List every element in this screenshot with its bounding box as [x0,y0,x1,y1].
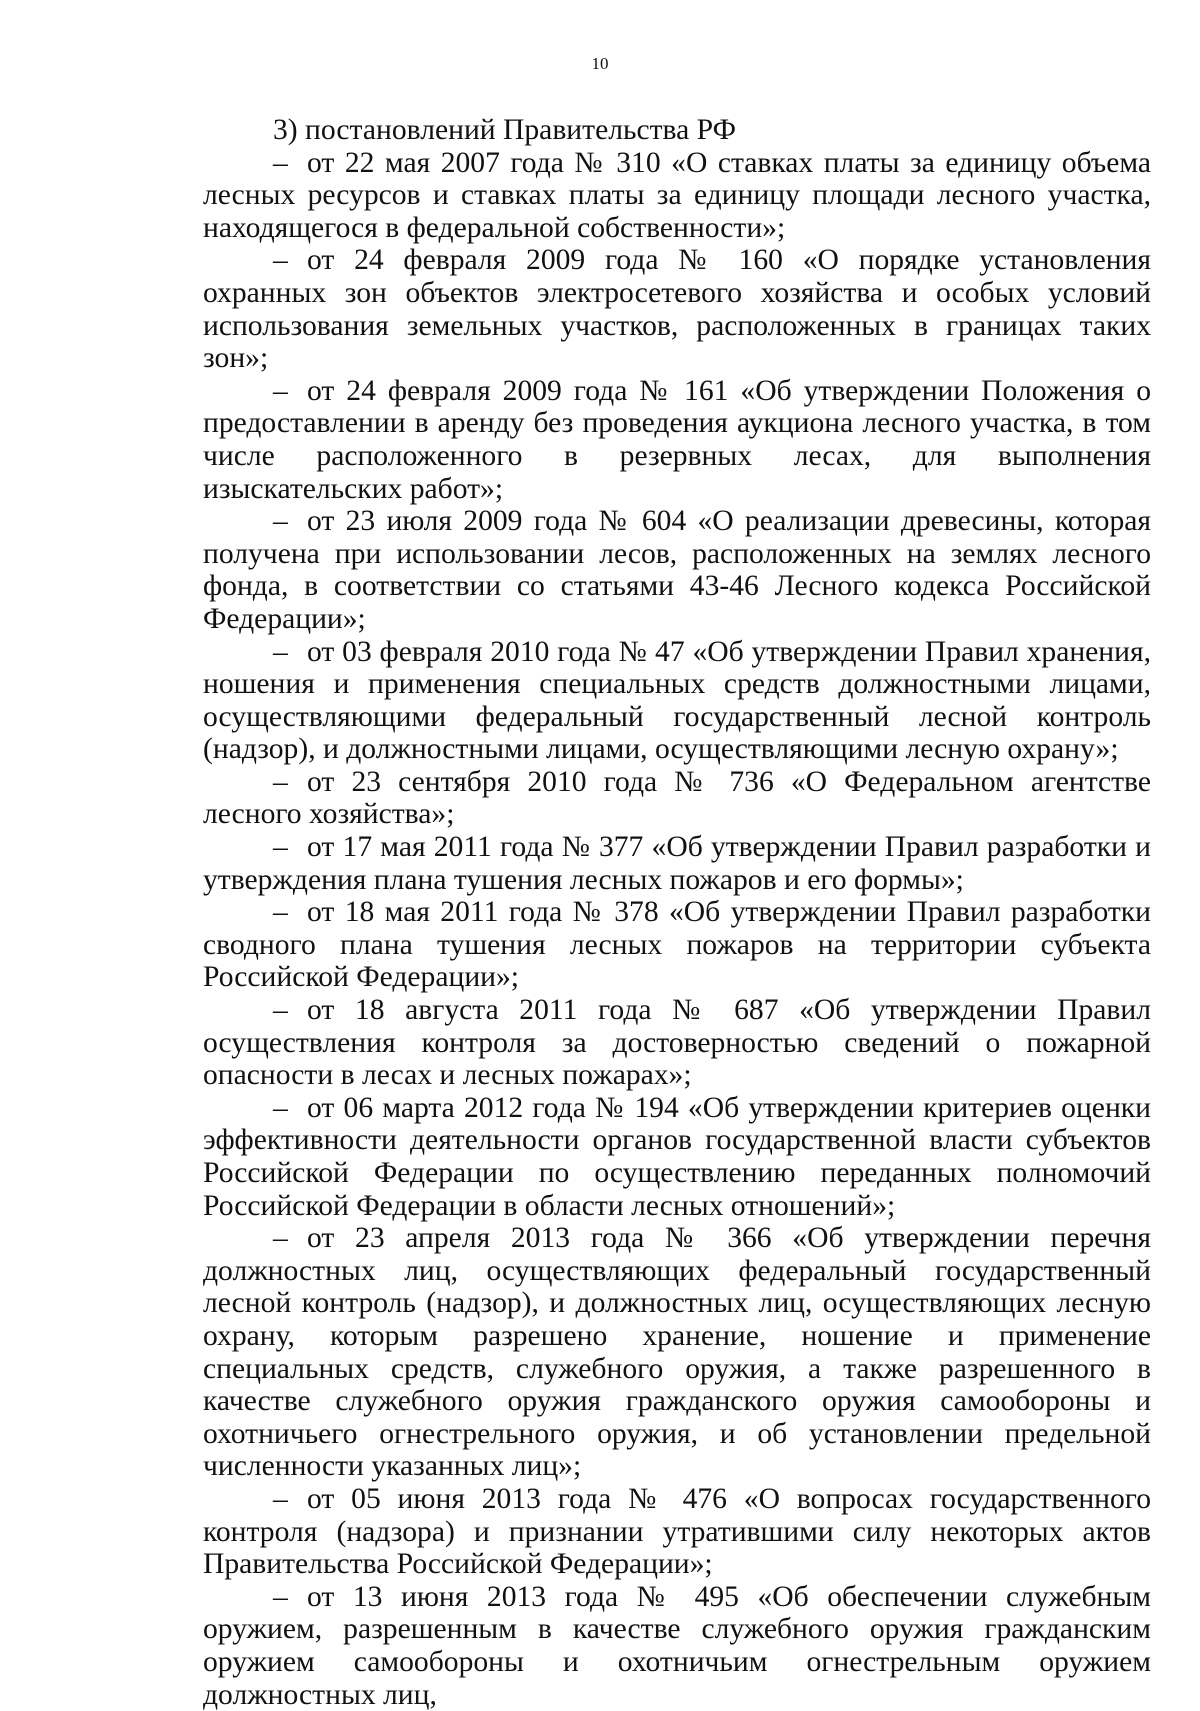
list-item [203,375,1151,505]
list-item-text: от 13 июня 2013 года № 495 «Об обеспечении служебным оружием, разрешенным в качестве служебного оружия гражданским оружием самообороны и охотничьим огнестрельным оружием должностных лиц, [203,1580,1151,1711]
list-dash: – [273,1580,288,1613]
list-item-text: от 23 апреля 2013 года № 366 «Об утверждении перечня должностных лиц, осуществляющих федеральный государственный лесной контроль (надзор), и должностных лиц, осуществляющих лесную охрану, которым разрешено хранение, ношение и применение специальных средств, служебного оружия, а также разрешенного в качестве служебного оружия гражданского оружия самообороны и охотничьего огнестрельного оружия, и об установлении предельной численности указанных лиц»; [203,1222,1151,1483]
list-item-text: от 18 мая 2011 года № 378 «Об утверждении Правил разработки сводного плана тушения лесных пожаров на территории субъекта Российской Федерации»; [203,896,1151,994]
list-dash: – [273,146,288,179]
list-item [203,505,1151,635]
list-item [203,244,1151,374]
list-dash: – [273,831,288,864]
list-item-text: от 24 февраля 2009 года № 161 «Об утверждении Положения о предоставлении в аренду без проведения аукциона лесного участка, в том числе расположенного в резервных лесах, для выполнения изыскательских работ»; [203,374,1151,505]
list-item [203,1581,1151,1711]
list-item [203,147,1151,245]
list-dash: – [273,765,288,798]
list-item [203,636,1151,766]
list-item-text: от 22 мая 2007 года № 310 «О ставках платы за единицу объема лесных ресурсов и ставках платы за единицу площади лесного участка, находящегося в федеральной собственности»; [203,146,1151,244]
list-item-text: от 18 августа 2011 года № 687 «Об утверждении Правил осуществления контроля за достоверностью сведений о пожарной опасности в лесах и лесных пожарах»; [203,994,1151,1092]
list-item [203,896,1151,994]
section-heading: 3) постановлений Правительства РФ [273,114,736,146]
list-dash: – [273,1482,288,1515]
list-dash: – [273,244,288,277]
list-item-text: от 24 февраля 2009 года № 160 «О порядке установления охранных зон объектов электросетевого хозяйства и особых условий использования земельных участков, расположенных в границах таких зон»; [203,244,1151,375]
list-item-text: от 03 февраля 2010 года № 47 «Об утверждении Правил хранения, ношения и применения специальных средств должностными лицами, осуществляющими федеральный государственный лесной контроль (надзор), и должностными лицами, осуществляющими лесную охрану»; [203,635,1151,766]
resolutions-list [203,147,1151,1711]
list-item [203,1092,1151,1222]
list-item [203,1483,1151,1581]
list-dash: – [273,1222,288,1255]
list-item [203,766,1151,831]
list-dash: – [273,374,288,407]
list-dash: – [273,1091,288,1124]
document-body [203,114,1151,1711]
list-item-text: от 17 мая 2011 года № 377 «Об утверждении Правил разработки и утверждения плана тушения лесных пожаров и его формы»; [203,831,1151,896]
list-dash: – [273,635,288,668]
page-number: 10 [591,54,609,73]
list-item [203,831,1151,896]
list-item-text: от 06 марта 2012 года № 194 «Об утверждении критериев оценки эффективности деятельности органов государственной власти субъектов Российской Федерации по осуществлению переданных полномочий Российской Федерации в области лесных отношений»; [203,1091,1151,1222]
list-item [203,1222,1151,1483]
list-dash: – [273,505,288,538]
list-dash: – [273,896,288,929]
list-item [203,994,1151,1092]
list-dash: – [273,994,288,1027]
list-item-text: от 05 июня 2013 года № 476 «О вопросах государственного контроля (надзора) и признании утратившими силу некоторых актов Правительства Российской Федерации»; [203,1482,1151,1581]
list-item-text: от 23 июля 2009 года № 604 «О реализации древесины, которая получена при использовании лесов, расположенных на землях лесного фонда, в соответствии со статьями 43-46 Лесного кодекса Российской Федерации»; [203,505,1151,635]
list-item-text: от 23 сентября 2010 года № 736 «О Федеральном агентстве лесного хозяйства»; [203,765,1151,831]
